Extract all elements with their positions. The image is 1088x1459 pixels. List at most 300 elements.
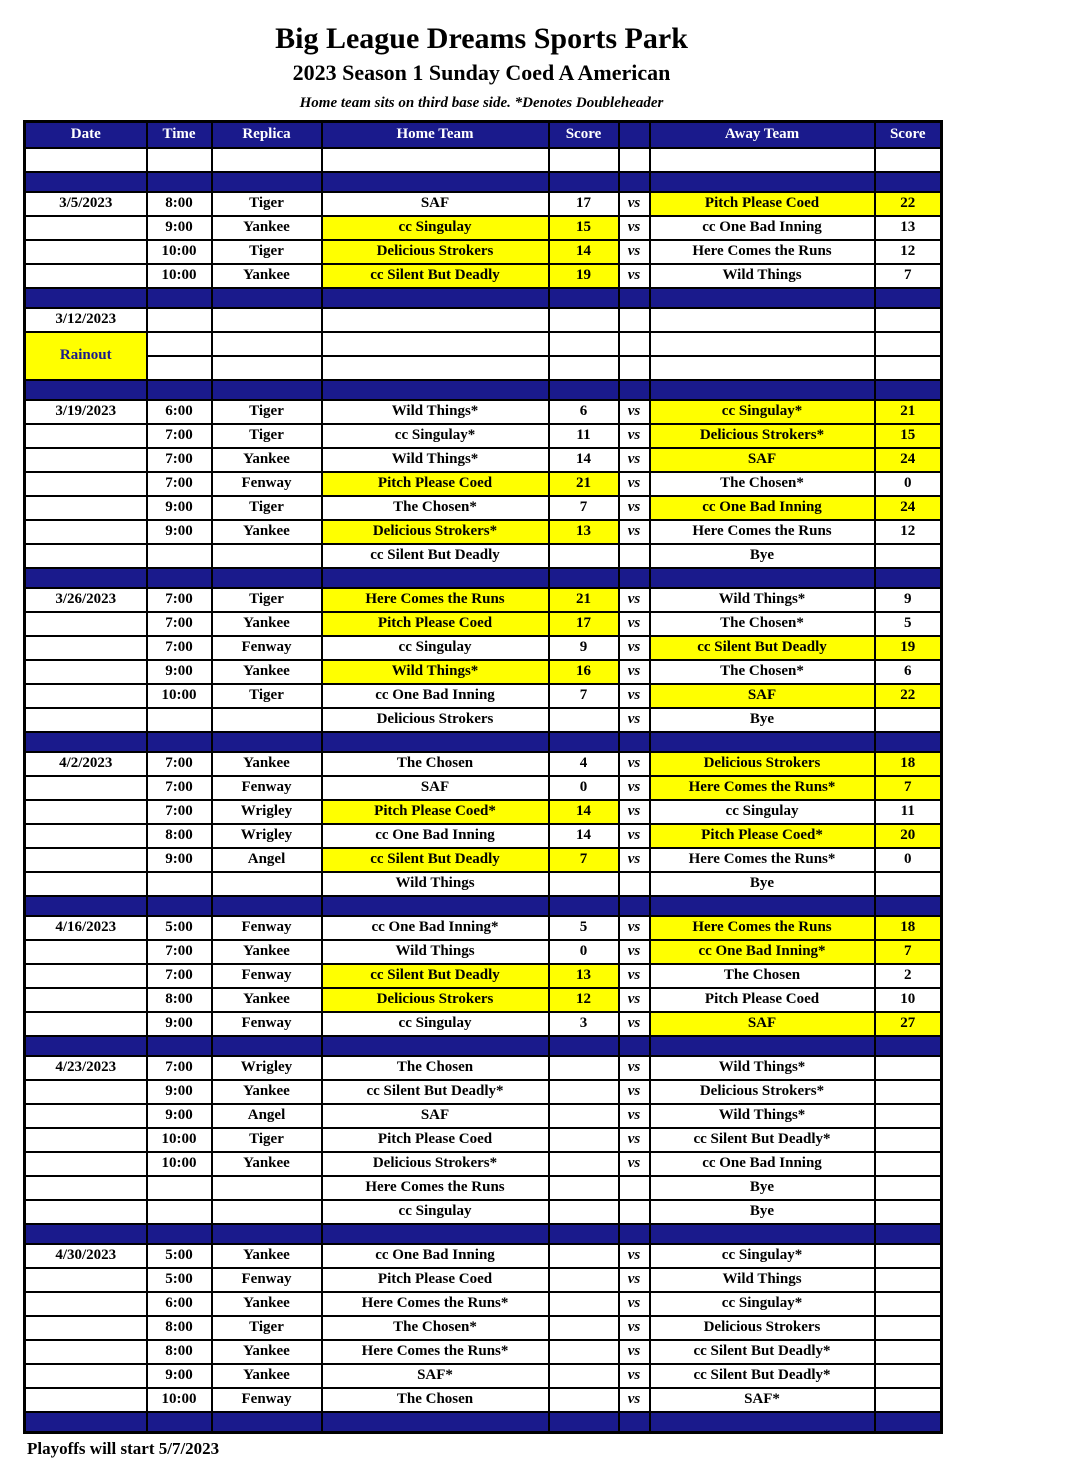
separator-cell <box>875 172 942 192</box>
column-header-date: Date <box>25 121 147 148</box>
home-team-cell: cc One Bad Inning <box>322 1244 549 1268</box>
replica-cell: Yankee <box>212 1340 322 1364</box>
away-score-cell: 11 <box>875 800 942 824</box>
separator-cell <box>875 1036 942 1056</box>
home-team-cell: cc Singulay <box>322 636 549 660</box>
replica-cell: Wrigley <box>212 1056 322 1080</box>
replica-cell <box>212 148 322 172</box>
away-score-cell: 21 <box>875 400 942 424</box>
home-team-cell <box>322 308 549 332</box>
replica-cell: Tiger <box>212 1128 322 1152</box>
vs-cell: vs <box>619 752 650 776</box>
replica-cell: Yankee <box>212 1152 322 1176</box>
vs-cell: vs <box>619 1244 650 1268</box>
replica-cell <box>212 308 322 332</box>
away-team-cell: Wild Things* <box>650 1104 875 1128</box>
separator-cell <box>549 1412 619 1433</box>
away-team-cell: cc Silent But Deadly* <box>650 1128 875 1152</box>
separator-cell <box>549 288 619 308</box>
game-row <box>25 472 942 496</box>
separator-cell <box>650 568 875 588</box>
separator-cell <box>322 1412 549 1433</box>
home-score-cell: 15 <box>549 216 619 240</box>
title-block <box>23 22 940 112</box>
time-cell: 9:00 <box>147 1012 212 1036</box>
vs-cell: vs <box>619 520 650 544</box>
separator-cell <box>875 732 942 752</box>
home-score-cell <box>549 1152 619 1176</box>
away-score-cell <box>875 1104 942 1128</box>
home-score-cell: 14 <box>549 448 619 472</box>
home-score-cell <box>549 1080 619 1104</box>
separator-cell <box>25 288 147 308</box>
time-cell: 8:00 <box>147 1340 212 1364</box>
home-score-cell <box>549 1292 619 1316</box>
away-score-cell <box>875 1292 942 1316</box>
date-cell: 3/5/2023 <box>25 192 147 216</box>
away-team-cell: Pitch Please Coed <box>650 192 875 216</box>
home-team-cell: Wild Things* <box>322 400 549 424</box>
time-cell: 9:00 <box>147 660 212 684</box>
separator-cell <box>549 1036 619 1056</box>
time-cell: 8:00 <box>147 988 212 1012</box>
home-score-cell: 12 <box>549 988 619 1012</box>
home-team-cell: Pitch Please Coed* <box>322 800 549 824</box>
time-cell: 7:00 <box>147 636 212 660</box>
home-score-cell: 16 <box>549 660 619 684</box>
replica-cell: Fenway <box>212 1012 322 1036</box>
column-header-away-team: Away Team <box>650 121 875 148</box>
away-team-cell: Delicious Strokers* <box>650 1080 875 1104</box>
date-cell <box>25 708 147 732</box>
home-team-cell: The Chosen <box>322 752 549 776</box>
game-row <box>25 1292 942 1316</box>
away-team-cell: cc One Bad Inning <box>650 496 875 520</box>
date-cell <box>25 636 147 660</box>
away-score-cell: 6 <box>875 660 942 684</box>
away-score-cell <box>875 1152 942 1176</box>
home-score-cell <box>549 1316 619 1340</box>
schedule-table <box>23 120 943 1434</box>
away-team-cell: SAF <box>650 1012 875 1036</box>
time-cell: 7:00 <box>147 1056 212 1080</box>
page-title: Big League Dreams Sports Park <box>275 22 688 55</box>
away-score-cell <box>875 1080 942 1104</box>
home-score-cell: 5 <box>549 916 619 940</box>
replica-cell: Angel <box>212 848 322 872</box>
time-cell: 6:00 <box>147 1292 212 1316</box>
date-cell <box>25 964 147 988</box>
home-score-cell <box>549 1128 619 1152</box>
separator-cell <box>650 288 875 308</box>
home-score-cell: 7 <box>549 684 619 708</box>
home-team-cell <box>322 148 549 172</box>
column-header-vs <box>619 121 650 148</box>
time-cell: 7:00 <box>147 776 212 800</box>
vs-cell: vs <box>619 684 650 708</box>
date-cell <box>25 1200 147 1224</box>
game-row <box>25 1056 942 1080</box>
game-row <box>25 940 942 964</box>
time-cell: 10:00 <box>147 684 212 708</box>
away-score-cell: 12 <box>875 520 942 544</box>
home-team-cell: Wild Things <box>322 940 549 964</box>
separator-cell <box>322 568 549 588</box>
vs-cell: vs <box>619 424 650 448</box>
home-score-cell <box>549 1268 619 1292</box>
vs-cell: vs <box>619 1292 650 1316</box>
time-cell <box>147 872 212 896</box>
vs-cell: vs <box>619 192 650 216</box>
away-team-cell: Here Comes the Runs <box>650 240 875 264</box>
away-team-cell: SAF <box>650 448 875 472</box>
game-row <box>25 872 942 896</box>
game-row <box>25 520 942 544</box>
date-cell <box>25 684 147 708</box>
away-team-cell: Wild Things* <box>650 1056 875 1080</box>
game-row <box>25 1200 942 1224</box>
away-team-cell: Bye <box>650 872 875 896</box>
date-cell: 4/23/2023 <box>25 1056 147 1080</box>
away-team-cell: The Chosen* <box>650 612 875 636</box>
vs-cell: vs <box>619 824 650 848</box>
vs-cell: vs <box>619 800 650 824</box>
vs-cell <box>619 544 650 568</box>
separator-cell <box>212 568 322 588</box>
vs-cell: vs <box>619 848 650 872</box>
away-score-cell <box>875 148 942 172</box>
separator-cell <box>212 1412 322 1433</box>
home-score-cell <box>549 1056 619 1080</box>
vs-cell <box>619 1200 650 1224</box>
replica-cell: Tiger <box>212 424 322 448</box>
game-row <box>25 776 942 800</box>
away-team-cell: Bye <box>650 544 875 568</box>
game-row <box>25 800 942 824</box>
time-cell: 10:00 <box>147 264 212 288</box>
home-team-cell: The Chosen* <box>322 496 549 520</box>
time-cell: 9:00 <box>147 520 212 544</box>
home-score-cell: 3 <box>549 1012 619 1036</box>
replica-cell: Yankee <box>212 216 322 240</box>
vs-cell: vs <box>619 708 650 732</box>
away-team-cell: SAF <box>650 684 875 708</box>
time-cell: 5:00 <box>147 1244 212 1268</box>
separator-cell <box>619 1036 650 1056</box>
date-cell <box>25 1176 147 1200</box>
away-team-cell: Wild Things <box>650 264 875 288</box>
away-score-cell <box>875 1268 942 1292</box>
home-team-cell: SAF <box>322 1104 549 1128</box>
replica-cell: Yankee <box>212 520 322 544</box>
home-score-cell <box>549 332 619 356</box>
vs-cell <box>619 332 650 356</box>
game-row <box>25 708 942 732</box>
date-cell <box>25 544 147 568</box>
replica-cell: Wrigley <box>212 824 322 848</box>
away-score-cell: 12 <box>875 240 942 264</box>
replica-cell <box>212 356 322 380</box>
vs-cell: vs <box>619 588 650 612</box>
vs-cell: vs <box>619 496 650 520</box>
replica-cell: Tiger <box>212 496 322 520</box>
game-row <box>25 1152 942 1176</box>
separator-cell <box>549 172 619 192</box>
home-team-cell: Wild Things* <box>322 448 549 472</box>
away-team-cell: cc Singulay <box>650 800 875 824</box>
separator-cell <box>875 568 942 588</box>
separator-cell <box>212 1036 322 1056</box>
separator-cell <box>212 172 322 192</box>
separator-row <box>25 732 942 752</box>
replica-cell: Tiger <box>212 240 322 264</box>
time-cell: 9:00 <box>147 848 212 872</box>
away-score-cell: 13 <box>875 216 942 240</box>
empty-row <box>25 148 942 172</box>
home-team-cell: cc Silent But Deadly <box>322 848 549 872</box>
date-cell <box>25 1012 147 1036</box>
time-cell: 9:00 <box>147 216 212 240</box>
replica-cell: Fenway <box>212 636 322 660</box>
replica-cell: Wrigley <box>212 800 322 824</box>
away-score-cell: 22 <box>875 684 942 708</box>
vs-cell: vs <box>619 448 650 472</box>
game-row <box>25 824 942 848</box>
date-cell <box>25 472 147 496</box>
game-row <box>25 1244 942 1268</box>
date-cell <box>25 776 147 800</box>
time-cell: 8:00 <box>147 824 212 848</box>
home-score-cell: 0 <box>549 940 619 964</box>
separator-cell <box>650 380 875 400</box>
separator-cell <box>549 1224 619 1244</box>
replica-cell: Yankee <box>212 1364 322 1388</box>
separator-cell <box>25 1224 147 1244</box>
away-score-cell: 18 <box>875 752 942 776</box>
away-team-cell: Delicious Strokers* <box>650 424 875 448</box>
vs-cell: vs <box>619 916 650 940</box>
replica-cell: Tiger <box>212 588 322 612</box>
date-cell <box>25 848 147 872</box>
game-row <box>25 1364 942 1388</box>
away-score-cell: 7 <box>875 940 942 964</box>
date-cell <box>25 240 147 264</box>
away-score-cell: 22 <box>875 192 942 216</box>
away-team-cell: cc One Bad Inning <box>650 1152 875 1176</box>
away-score-cell <box>875 1128 942 1152</box>
game-row <box>25 1388 942 1412</box>
away-score-cell <box>875 1316 942 1340</box>
game-row <box>25 1316 942 1340</box>
game-row <box>25 612 942 636</box>
date-cell <box>25 800 147 824</box>
time-cell: 7:00 <box>147 800 212 824</box>
replica-cell: Tiger <box>212 684 322 708</box>
away-team-cell <box>650 356 875 380</box>
home-team-cell: Wild Things <box>322 872 549 896</box>
vs-cell <box>619 148 650 172</box>
separator-cell <box>619 1412 650 1433</box>
separator-cell <box>322 380 549 400</box>
home-score-cell: 19 <box>549 264 619 288</box>
away-team-cell: cc Silent But Deadly* <box>650 1364 875 1388</box>
date-cell <box>25 264 147 288</box>
replica-cell: Yankee <box>212 612 322 636</box>
separator-cell <box>875 288 942 308</box>
time-cell: 7:00 <box>147 752 212 776</box>
away-score-cell: 9 <box>875 588 942 612</box>
game-row <box>25 1340 942 1364</box>
separator-cell <box>875 1412 942 1433</box>
game-row <box>25 544 942 568</box>
vs-cell: vs <box>619 636 650 660</box>
home-team-cell: SAF* <box>322 1364 549 1388</box>
game-row <box>25 1128 942 1152</box>
replica-cell: Yankee <box>212 448 322 472</box>
game-row <box>25 660 942 684</box>
separator-cell <box>322 732 549 752</box>
away-score-cell: 24 <box>875 496 942 520</box>
replica-cell: Yankee <box>212 1292 322 1316</box>
date-cell <box>25 1388 147 1412</box>
home-score-cell: 17 <box>549 192 619 216</box>
replica-cell: Yankee <box>212 660 322 684</box>
away-team-cell: cc One Bad Inning <box>650 216 875 240</box>
away-team-cell: cc Silent But Deadly <box>650 636 875 660</box>
home-score-cell: 9 <box>549 636 619 660</box>
separator-cell <box>25 1412 147 1433</box>
away-team-cell: Here Comes the Runs <box>650 916 875 940</box>
vs-cell: vs <box>619 1056 650 1080</box>
separator-cell <box>322 172 549 192</box>
time-cell: 9:00 <box>147 1104 212 1128</box>
time-cell: 10:00 <box>147 1388 212 1412</box>
time-cell <box>147 148 212 172</box>
away-team-cell: cc Singulay* <box>650 1292 875 1316</box>
date-cell <box>25 824 147 848</box>
replica-cell: Yankee <box>212 988 322 1012</box>
away-team-cell: Here Comes the Runs* <box>650 848 875 872</box>
separator-cell <box>619 172 650 192</box>
away-score-cell <box>875 1244 942 1268</box>
vs-cell: vs <box>619 264 650 288</box>
away-team-cell: cc Singulay* <box>650 1244 875 1268</box>
away-team-cell: Delicious Strokers <box>650 1316 875 1340</box>
home-team-cell: Wild Things* <box>322 660 549 684</box>
home-score-cell: 7 <box>549 848 619 872</box>
home-score-cell <box>549 1200 619 1224</box>
replica-cell <box>212 544 322 568</box>
away-score-cell <box>875 1200 942 1224</box>
replica-cell: Fenway <box>212 1268 322 1292</box>
away-score-cell: 24 <box>875 448 942 472</box>
home-score-cell <box>549 308 619 332</box>
home-score-cell <box>549 1364 619 1388</box>
home-team-cell: Pitch Please Coed <box>322 472 549 496</box>
separator-cell <box>212 896 322 916</box>
home-team-cell: cc Singulay <box>322 216 549 240</box>
home-score-cell: 0 <box>549 776 619 800</box>
away-score-cell <box>875 872 942 896</box>
separator-cell <box>25 380 147 400</box>
home-score-cell: 7 <box>549 496 619 520</box>
time-cell: 9:00 <box>147 1364 212 1388</box>
game-row <box>25 496 942 520</box>
away-score-cell: 0 <box>875 848 942 872</box>
separator-cell <box>322 896 549 916</box>
time-cell: 5:00 <box>147 916 212 940</box>
column-header-away-score: Score <box>875 121 942 148</box>
home-score-cell <box>549 708 619 732</box>
separator-cell <box>147 568 212 588</box>
replica-cell: Fenway <box>212 776 322 800</box>
separator-row <box>25 896 942 916</box>
home-score-cell: 4 <box>549 752 619 776</box>
replica-cell: Tiger <box>212 192 322 216</box>
away-team-cell: Bye <box>650 708 875 732</box>
home-team-cell: cc Silent But Deadly* <box>322 1080 549 1104</box>
separator-cell <box>147 172 212 192</box>
date-cell <box>25 1152 147 1176</box>
separator-cell <box>549 732 619 752</box>
away-score-cell <box>875 356 942 380</box>
away-team-cell: Pitch Please Coed* <box>650 824 875 848</box>
game-row <box>25 264 942 288</box>
home-score-cell: 14 <box>549 824 619 848</box>
date-cell <box>25 496 147 520</box>
game-row <box>25 240 942 264</box>
date-cell <box>25 612 147 636</box>
separator-cell <box>619 1224 650 1244</box>
replica-cell: Fenway <box>212 916 322 940</box>
separator-cell <box>650 1412 875 1433</box>
separator-cell <box>25 172 147 192</box>
away-score-cell: 15 <box>875 424 942 448</box>
header-row <box>25 121 942 148</box>
home-team-cell: cc Singulay <box>322 1200 549 1224</box>
home-score-cell: 11 <box>549 424 619 448</box>
time-cell: 7:00 <box>147 424 212 448</box>
home-score-cell: 6 <box>549 400 619 424</box>
replica-cell <box>212 332 322 356</box>
away-team-cell: Wild Things <box>650 1268 875 1292</box>
date-cell <box>25 1080 147 1104</box>
game-row <box>25 988 942 1012</box>
away-score-cell <box>875 1364 942 1388</box>
date-cell <box>25 1364 147 1388</box>
away-team-cell <box>650 332 875 356</box>
vs-cell: vs <box>619 400 650 424</box>
replica-cell: Tiger <box>212 1316 322 1340</box>
game-row <box>25 1176 942 1200</box>
separator-cell <box>549 380 619 400</box>
away-score-cell <box>875 1388 942 1412</box>
vs-cell: vs <box>619 940 650 964</box>
separator-cell <box>875 1224 942 1244</box>
date-cell <box>25 520 147 544</box>
away-team-cell: The Chosen* <box>650 660 875 684</box>
replica-cell: Yankee <box>212 1080 322 1104</box>
page-subtitle: 2023 Season 1 Sunday Coed A American <box>292 59 671 85</box>
separator-cell <box>650 732 875 752</box>
separator-cell <box>212 380 322 400</box>
away-team-cell <box>650 148 875 172</box>
separator-row <box>25 1412 942 1433</box>
home-team-cell: SAF <box>322 192 549 216</box>
vs-cell: vs <box>619 964 650 988</box>
replica-cell: Angel <box>212 1104 322 1128</box>
replica-cell: Yankee <box>212 1244 322 1268</box>
